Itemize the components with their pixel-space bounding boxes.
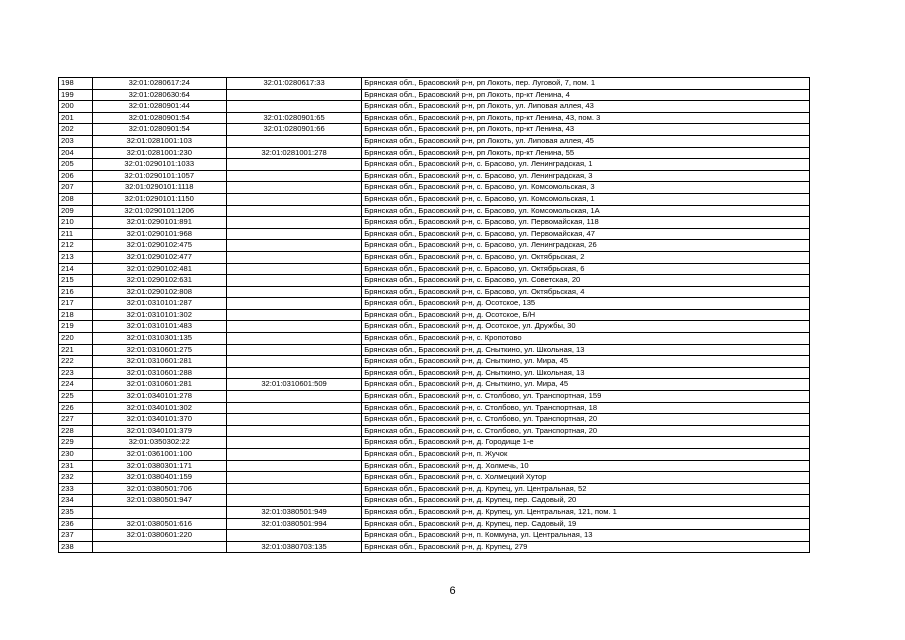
- row-number-cell: 200: [59, 101, 93, 113]
- address-cell: Брянская обл., Брасовский р-н, с. Брасово, ул. Октябрьская, 6: [362, 263, 810, 275]
- table-row: [59, 321, 810, 333]
- row-number-cell: 219: [59, 321, 93, 333]
- address-cell: Брянская обл., Брасовский р-н, д. Сныткино, ул. Школьная, 13: [362, 367, 810, 379]
- table-row: [59, 147, 810, 159]
- table-row: [59, 391, 810, 403]
- table-row: [59, 112, 810, 124]
- table-row: [59, 263, 810, 275]
- cadastral-number-cell: 32:01:0290101:1033: [92, 159, 226, 171]
- table-row: [59, 483, 810, 495]
- premises-cadastral-number-cell: [226, 228, 361, 240]
- cadastral-number-cell: 32:01:0290102:631: [92, 275, 226, 287]
- address-cell: Брянская обл., Брасовский р-н, рп Локоть, пр-кт Ленина, 43: [362, 124, 810, 136]
- row-number-cell: 206: [59, 170, 93, 182]
- row-number-cell: 228: [59, 425, 93, 437]
- cadastral-number-cell: 32:01:0380301:171: [92, 460, 226, 472]
- address-cell: Брянская обл., Брасовский р-н, рп Локоть, пр-кт Ленина, 4: [362, 89, 810, 101]
- address-cell: Брянская обл., Брасовский р-н, с. Кропотово: [362, 333, 810, 345]
- cadastral-number-cell: 32:01:0310101:483: [92, 321, 226, 333]
- row-number-cell: 214: [59, 263, 93, 275]
- premises-cadastral-number-cell: [226, 495, 361, 507]
- cadastral-number-cell: 32:01:0380501:706: [92, 483, 226, 495]
- address-cell: Брянская обл., Брасовский р-н, д. Сныткино, ул. Школьная, 13: [362, 344, 810, 356]
- cadastral-number-cell: 32:01:0350302:22: [92, 437, 226, 449]
- address-cell: Брянская обл., Брасовский р-н, рп Локоть, пер. Луговой, 7, пом. 1: [362, 78, 810, 90]
- page-number: 6: [449, 585, 456, 597]
- address-cell: Брянская обл., Брасовский р-н, с. Столбово, ул. Транспортная, 20: [362, 414, 810, 426]
- address-cell: Брянская обл., Брасовский р-н, рп Локоть, ул. Липовая аллея, 43: [362, 101, 810, 113]
- address-cell: Брянская обл., Брасовский р-н, с. Брасово, ул. Первомайская, 118: [362, 217, 810, 229]
- row-number-cell: 226: [59, 402, 93, 414]
- table-row: [59, 228, 810, 240]
- cadastral-number-cell: 32:01:0310601:275: [92, 344, 226, 356]
- premises-cadastral-number-cell: [226, 437, 361, 449]
- premises-cadastral-number-cell: [226, 402, 361, 414]
- premises-cadastral-number-cell: 32:01:0281001:278: [226, 147, 361, 159]
- table-row: [59, 356, 810, 368]
- row-number-cell: 199: [59, 89, 93, 101]
- row-number-cell: 216: [59, 286, 93, 298]
- address-cell: Брянская обл., Брасовский р-н, рп Локоть, пр-кт Ленина, 43, пом. 3: [362, 112, 810, 124]
- table-row: [59, 402, 810, 414]
- table-row: [59, 506, 810, 518]
- premises-cadastral-number-cell: [226, 101, 361, 113]
- cadastral-number-cell: 32:01:0380601:220: [92, 530, 226, 542]
- premises-cadastral-number-cell: [226, 263, 361, 275]
- cadastral-number-cell: 32:01:0310601:288: [92, 367, 226, 379]
- address-cell: Брянская обл., Брасовский р-н, д. Крупец, пер. Садовый, 19: [362, 518, 810, 530]
- address-cell: Брянская обл., Брасовский р-н, д. Городище 1-е: [362, 437, 810, 449]
- row-number-cell: 215: [59, 275, 93, 287]
- row-number-cell: 204: [59, 147, 93, 159]
- table-row: [59, 379, 810, 391]
- table-row: [59, 414, 810, 426]
- premises-cadastral-number-cell: 32:01:0280617:33: [226, 78, 361, 90]
- cadastral-number-cell: 32:01:0290101:1118: [92, 182, 226, 194]
- address-cell: Брянская обл., Брасовский р-н, с. Брасово, ул. Первомайская, 47: [362, 228, 810, 240]
- cadastral-number-cell: 32:01:0281001:230: [92, 147, 226, 159]
- table-row: [59, 425, 810, 437]
- address-cell: Брянская обл., Брасовский р-н, с. Холмецкий Хутор: [362, 472, 810, 484]
- table-row: [59, 89, 810, 101]
- cadastral-number-cell: 32:01:0290101:1150: [92, 193, 226, 205]
- address-cell: Брянская обл., Брасовский р-н, д. Крупец, 279: [362, 541, 810, 553]
- cadastral-number-cell: 32:01:0290102:477: [92, 251, 226, 263]
- row-number-cell: 232: [59, 472, 93, 484]
- cadastral-number-cell: 32:01:0310601:281: [92, 379, 226, 391]
- cadastral-number-cell: 32:01:0310301:135: [92, 333, 226, 345]
- premises-cadastral-number-cell: [226, 356, 361, 368]
- address-cell: Брянская обл., Брасовский р-н, д. Крупец, ул. Центральная, 52: [362, 483, 810, 495]
- table-row: [59, 460, 810, 472]
- cadastral-number-cell: 32:01:0310101:287: [92, 298, 226, 310]
- premises-cadastral-number-cell: [226, 89, 361, 101]
- premises-cadastral-number-cell: [226, 425, 361, 437]
- address-cell: Брянская обл., Брасовский р-н, рп Локоть, ул. Липовая аллея, 45: [362, 135, 810, 147]
- address-cell: Брянская обл., Брасовский р-н, с. Столбово, ул. Транспортная, 159: [362, 391, 810, 403]
- premises-cadastral-number-cell: 32:01:0380501:994: [226, 518, 361, 530]
- premises-cadastral-number-cell: [226, 472, 361, 484]
- cadastral-number-cell: 32:01:0361001:100: [92, 449, 226, 461]
- row-number-cell: 213: [59, 251, 93, 263]
- address-cell: Брянская обл., Брасовский р-н, с. Брасово, ул. Комсомольская, 1: [362, 193, 810, 205]
- table-row: [59, 518, 810, 530]
- row-number-cell: 218: [59, 309, 93, 321]
- premises-cadastral-number-cell: [226, 182, 361, 194]
- premises-cadastral-number-cell: 32:01:0280901:65: [226, 112, 361, 124]
- row-number-cell: 231: [59, 460, 93, 472]
- address-cell: Брянская обл., Брасовский р-н, с. Брасово, ул. Ленинградская, 3: [362, 170, 810, 182]
- premises-cadastral-number-cell: [226, 298, 361, 310]
- table-row: [59, 286, 810, 298]
- cadastral-number-cell: 32:01:0280901:54: [92, 124, 226, 136]
- table-row: [59, 193, 810, 205]
- table-body: [59, 78, 810, 553]
- premises-cadastral-number-cell: [226, 286, 361, 298]
- premises-cadastral-number-cell: 32:01:0380501:949: [226, 506, 361, 518]
- cadastral-number-cell: 32:01:0290101:1206: [92, 205, 226, 217]
- address-cell: Брянская обл., Брасовский р-н, д. Холмечь, 10: [362, 460, 810, 472]
- row-number-cell: 205: [59, 159, 93, 171]
- premises-cadastral-number-cell: 32:01:0380703:135: [226, 541, 361, 553]
- row-number-cell: 227: [59, 414, 93, 426]
- table-row: [59, 530, 810, 542]
- cadastral-number-cell: 32:01:0281001:103: [92, 135, 226, 147]
- row-number-cell: 203: [59, 135, 93, 147]
- table-row: [59, 309, 810, 321]
- cadastral-number-cell: 32:01:0290102:481: [92, 263, 226, 275]
- row-number-cell: 237: [59, 530, 93, 542]
- table-row: [59, 170, 810, 182]
- row-number-cell: 236: [59, 518, 93, 530]
- cadastral-number-cell: 32:01:0310601:281: [92, 356, 226, 368]
- row-number-cell: 212: [59, 240, 93, 252]
- premises-cadastral-number-cell: [226, 251, 361, 263]
- premises-cadastral-number-cell: [226, 193, 361, 205]
- premises-cadastral-number-cell: [226, 159, 361, 171]
- row-number-cell: 223: [59, 367, 93, 379]
- table-row: [59, 344, 810, 356]
- table-row: [59, 251, 810, 263]
- cadastral-number-cell: 32:01:0280617:24: [92, 78, 226, 90]
- address-cell: Брянская обл., Брасовский р-н, д. Осотское, 135: [362, 298, 810, 310]
- premises-cadastral-number-cell: [226, 449, 361, 461]
- address-cell: Брянская обл., Брасовский р-н, д. Осотское, ул. Дружбы, 30: [362, 321, 810, 333]
- cadastral-number-cell: 32:01:0290102:475: [92, 240, 226, 252]
- table-row: [59, 101, 810, 113]
- premises-cadastral-number-cell: [226, 217, 361, 229]
- row-number-cell: 222: [59, 356, 93, 368]
- row-number-cell: 202: [59, 124, 93, 136]
- table-row: [59, 449, 810, 461]
- cadastral-number-cell: 32:01:0340101:302: [92, 402, 226, 414]
- premises-cadastral-number-cell: [226, 530, 361, 542]
- row-number-cell: 221: [59, 344, 93, 356]
- row-number-cell: 220: [59, 333, 93, 345]
- address-cell: Брянская обл., Брасовский р-н, д. Осотское, Б/Н: [362, 309, 810, 321]
- row-number-cell: 235: [59, 506, 93, 518]
- cadastral-number-cell: 32:01:0280901:54: [92, 112, 226, 124]
- cadastral-number-cell: 32:01:0340101:379: [92, 425, 226, 437]
- premises-cadastral-number-cell: 32:01:0280901:66: [226, 124, 361, 136]
- premises-cadastral-number-cell: [226, 309, 361, 321]
- table-row: [59, 495, 810, 507]
- row-number-cell: 201: [59, 112, 93, 124]
- premises-cadastral-number-cell: [226, 391, 361, 403]
- table-row: [59, 124, 810, 136]
- row-number-cell: 217: [59, 298, 93, 310]
- row-number-cell: 238: [59, 541, 93, 553]
- premises-cadastral-number-cell: [226, 460, 361, 472]
- premises-cadastral-number-cell: [226, 135, 361, 147]
- cadastral-number-cell: 32:01:0290101:968: [92, 228, 226, 240]
- address-cell: Брянская обл., Брасовский р-н, с. Столбово, ул. Транспортная, 20: [362, 425, 810, 437]
- row-number-cell: 225: [59, 391, 93, 403]
- cadastral-number-cell: 32:01:0290101:1057: [92, 170, 226, 182]
- address-cell: Брянская обл., Брасовский р-н, с. Брасово, ул. Ленинградская, 26: [362, 240, 810, 252]
- cadastral-number-cell: 32:01:0380401:159: [92, 472, 226, 484]
- cadastral-number-cell: 32:01:0290101:891: [92, 217, 226, 229]
- table-row: [59, 298, 810, 310]
- table-row: [59, 135, 810, 147]
- address-cell: Брянская обл., Брасовский р-н, с. Брасово, ул. Ленинградская, 1: [362, 159, 810, 171]
- premises-cadastral-number-cell: [226, 205, 361, 217]
- address-cell: Брянская обл., Брасовский р-н, д. Крупец, ул. Центральная, 121, пом. 1: [362, 506, 810, 518]
- row-number-cell: 224: [59, 379, 93, 391]
- cadastral-number-cell: 32:01:0280630:64: [92, 89, 226, 101]
- table-row: [59, 437, 810, 449]
- row-number-cell: 233: [59, 483, 93, 495]
- address-cell: Брянская обл., Брасовский р-н, с. Брасово, ул. Октябрьская, 4: [362, 286, 810, 298]
- cadastral-number-cell: 32:01:0290102:808: [92, 286, 226, 298]
- cadastral-number-cell: 32:01:0310101:302: [92, 309, 226, 321]
- row-number-cell: 208: [59, 193, 93, 205]
- premises-cadastral-number-cell: [226, 333, 361, 345]
- table-row: [59, 78, 810, 90]
- table-row: [59, 205, 810, 217]
- cadastral-number-cell: [92, 506, 226, 518]
- row-number-cell: 210: [59, 217, 93, 229]
- table-row: [59, 367, 810, 379]
- row-number-cell: 230: [59, 449, 93, 461]
- row-number-cell: 198: [59, 78, 93, 90]
- table-row: [59, 159, 810, 171]
- cadastral-number-cell: 32:01:0380501:947: [92, 495, 226, 507]
- premises-cadastral-number-cell: [226, 483, 361, 495]
- row-number-cell: 209: [59, 205, 93, 217]
- premises-cadastral-number-cell: [226, 275, 361, 287]
- premises-cadastral-number-cell: [226, 344, 361, 356]
- cadastral-number-cell: 32:01:0340101:370: [92, 414, 226, 426]
- table-row: [59, 541, 810, 553]
- premises-cadastral-number-cell: [226, 367, 361, 379]
- address-cell: Брянская обл., Брасовский р-н, с. Брасово, ул. Советская, 20: [362, 275, 810, 287]
- cadastral-number-cell: [92, 541, 226, 553]
- premises-cadastral-number-cell: [226, 240, 361, 252]
- address-cell: Брянская обл., Брасовский р-н, с. Брасово, ул. Комсомольская, 1А: [362, 205, 810, 217]
- table-row: [59, 275, 810, 287]
- premises-cadastral-number-cell: [226, 321, 361, 333]
- address-cell: Брянская обл., Брасовский р-н, с. Брасово, ул. Октябрьская, 2: [362, 251, 810, 263]
- address-cell: Брянская обл., Брасовский р-н, с. Брасово, ул. Комсомольская, 3: [362, 182, 810, 194]
- row-number-cell: 234: [59, 495, 93, 507]
- cadastral-number-cell: 32:01:0280901:44: [92, 101, 226, 113]
- row-number-cell: 207: [59, 182, 93, 194]
- premises-cadastral-number-cell: [226, 414, 361, 426]
- table-row: [59, 182, 810, 194]
- address-cell: Брянская обл., Брасовский р-н, рп Локоть, пр-кт Ленина, 55: [362, 147, 810, 159]
- address-cell: Брянская обл., Брасовский р-н, д. Крупец, пер. Садовый, 20: [362, 495, 810, 507]
- table-row: [59, 240, 810, 252]
- table-row: [59, 217, 810, 229]
- premises-cadastral-number-cell: 32:01:0310601:509: [226, 379, 361, 391]
- cadastral-number-cell: 32:01:0380501:616: [92, 518, 226, 530]
- property-table: [58, 77, 810, 553]
- premises-cadastral-number-cell: [226, 170, 361, 182]
- address-cell: Брянская обл., Брасовский р-н, д. Сныткино, ул. Мира, 45: [362, 379, 810, 391]
- cadastral-number-cell: 32:01:0340101:278: [92, 391, 226, 403]
- address-cell: Брянская обл., Брасовский р-н, п. Жучок: [362, 449, 810, 461]
- row-number-cell: 211: [59, 228, 93, 240]
- row-number-cell: 229: [59, 437, 93, 449]
- address-cell: Брянская обл., Брасовский р-н, д. Сныткино, ул. Мира, 45: [362, 356, 810, 368]
- table-row: [59, 333, 810, 345]
- address-cell: Брянская обл., Брасовский р-н, п. Коммуна, ул. Центральная, 13: [362, 530, 810, 542]
- address-cell: Брянская обл., Брасовский р-н, с. Столбово, ул. Транспортная, 18: [362, 402, 810, 414]
- table-row: [59, 472, 810, 484]
